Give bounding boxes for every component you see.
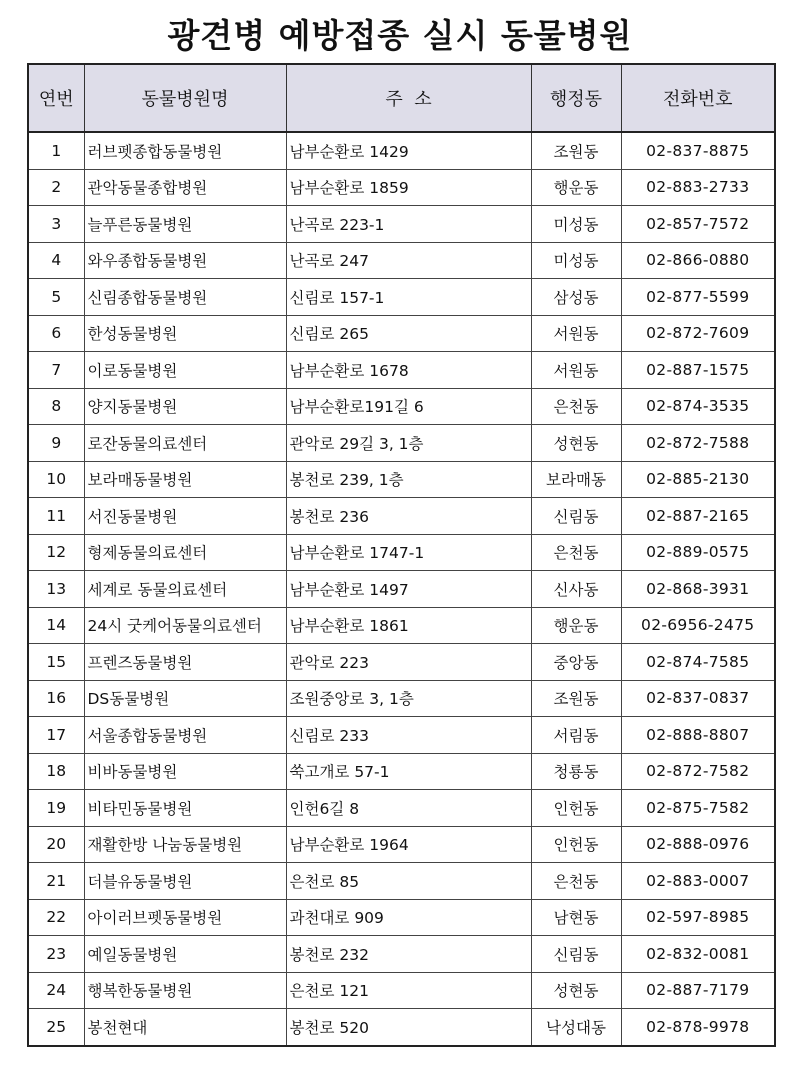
row-number: 24 — [28, 972, 84, 1009]
row-number: 3 — [28, 206, 84, 243]
hospital-name: 관악동물종합병원 — [84, 169, 286, 206]
phone-number: 02-6956-2475 — [621, 607, 775, 644]
table-row — [28, 425, 775, 462]
administrative-dong: 서원동 — [531, 352, 621, 389]
hospital-name: DS동물병원 — [84, 680, 286, 717]
hospital-name: 러브펫종합동물병원 — [84, 132, 286, 169]
administrative-dong: 신림동 — [531, 498, 621, 535]
table-row — [28, 388, 775, 425]
administrative-dong: 은천동 — [531, 388, 621, 425]
table-row — [28, 206, 775, 243]
hospital-address: 은천로 85 — [286, 863, 531, 900]
phone-number: 02-883-2733 — [621, 169, 775, 206]
row-number: 18 — [28, 753, 84, 790]
header-address: 주 소 — [286, 64, 531, 132]
table-row — [28, 169, 775, 206]
hospital-address: 인헌6길 8 — [286, 790, 531, 827]
hospital-address: 남부순환로 1747-1 — [286, 534, 531, 571]
hospital-name: 와우종합동물병원 — [84, 242, 286, 279]
row-number: 13 — [28, 571, 84, 608]
header-phone: 전화번호 — [621, 64, 775, 132]
hospital-address: 봉천로 520 — [286, 1009, 531, 1046]
phone-number: 02-885-2130 — [621, 461, 775, 498]
row-number: 15 — [28, 644, 84, 681]
hospital-address: 쑥고개로 57-1 — [286, 753, 531, 790]
row-number: 21 — [28, 863, 84, 900]
table-row — [28, 644, 775, 681]
phone-number: 02-887-2165 — [621, 498, 775, 535]
hospital-address: 신림로 157-1 — [286, 279, 531, 316]
hospital-address: 은천로 121 — [286, 972, 531, 1009]
hospital-address: 난곡로 247 — [286, 242, 531, 279]
hospital-address: 봉천로 232 — [286, 936, 531, 973]
hospital-name: 양지동물병원 — [84, 388, 286, 425]
phone-number: 02-887-7179 — [621, 972, 775, 1009]
table-row — [28, 279, 775, 316]
administrative-dong: 은천동 — [531, 863, 621, 900]
hospital-name: 형제동물의료센터 — [84, 534, 286, 571]
administrative-dong: 신사동 — [531, 571, 621, 608]
administrative-dong: 낙성대동 — [531, 1009, 621, 1046]
table-row — [28, 790, 775, 827]
hospital-name: 24시 굿케어동물의료센터 — [84, 607, 286, 644]
administrative-dong: 서림동 — [531, 717, 621, 754]
administrative-dong: 성현동 — [531, 972, 621, 1009]
hospital-name: 서진동물병원 — [84, 498, 286, 535]
hospital-table-container — [27, 63, 774, 1047]
phone-number: 02-868-3931 — [621, 571, 775, 608]
table-row — [28, 352, 775, 389]
table-row — [28, 972, 775, 1009]
row-number: 22 — [28, 899, 84, 936]
hospital-name: 봉천현대 — [84, 1009, 286, 1046]
phone-number: 02-872-7582 — [621, 753, 775, 790]
phone-number: 02-874-3535 — [621, 388, 775, 425]
hospital-table — [27, 63, 776, 1047]
administrative-dong: 행운동 — [531, 607, 621, 644]
hospital-name: 늘푸른동물병원 — [84, 206, 286, 243]
administrative-dong: 은천동 — [531, 534, 621, 571]
hospital-address: 관악로 223 — [286, 644, 531, 681]
table-row — [28, 680, 775, 717]
hospital-name: 재활한방 나눔동물병원 — [84, 826, 286, 863]
hospital-address: 남부순환로 1859 — [286, 169, 531, 206]
administrative-dong: 행운동 — [531, 169, 621, 206]
row-number: 16 — [28, 680, 84, 717]
hospital-name: 아이러브펫동물병원 — [84, 899, 286, 936]
table-row — [28, 863, 775, 900]
administrative-dong: 미성동 — [531, 206, 621, 243]
hospital-address: 남부순환로191길 6 — [286, 388, 531, 425]
header-name: 동물병원명 — [84, 64, 286, 132]
hospital-name: 비바동물병원 — [84, 753, 286, 790]
row-number: 25 — [28, 1009, 84, 1046]
administrative-dong: 청룡동 — [531, 753, 621, 790]
phone-number: 02-874-7585 — [621, 644, 775, 681]
table-row — [28, 498, 775, 535]
hospital-name: 비타민동물병원 — [84, 790, 286, 827]
phone-number: 02-888-0976 — [621, 826, 775, 863]
administrative-dong: 삼성동 — [531, 279, 621, 316]
administrative-dong: 서원동 — [531, 315, 621, 352]
phone-number: 02-887-1575 — [621, 352, 775, 389]
row-number: 2 — [28, 169, 84, 206]
administrative-dong: 남현동 — [531, 899, 621, 936]
phone-number: 02-857-7572 — [621, 206, 775, 243]
administrative-dong: 조원동 — [531, 680, 621, 717]
table-row — [28, 1009, 775, 1046]
table-row — [28, 242, 775, 279]
hospital-address: 신림로 233 — [286, 717, 531, 754]
phone-number: 02-832-0081 — [621, 936, 775, 973]
row-number: 1 — [28, 132, 84, 169]
table-body — [28, 132, 775, 1046]
phone-number: 02-877-5599 — [621, 279, 775, 316]
hospital-address: 남부순환로 1429 — [286, 132, 531, 169]
hospital-address: 봉천로 239, 1층 — [286, 461, 531, 498]
header-dong: 행정동 — [531, 64, 621, 132]
row-number: 5 — [28, 279, 84, 316]
administrative-dong: 인헌동 — [531, 790, 621, 827]
hospital-address: 남부순환로 1861 — [286, 607, 531, 644]
administrative-dong: 인헌동 — [531, 826, 621, 863]
hospital-address: 신림로 265 — [286, 315, 531, 352]
administrative-dong: 신림동 — [531, 936, 621, 973]
row-number: 10 — [28, 461, 84, 498]
phone-number: 02-837-8875 — [621, 132, 775, 169]
row-number: 23 — [28, 936, 84, 973]
phone-number: 02-837-0837 — [621, 680, 775, 717]
hospital-address: 난곡로 223-1 — [286, 206, 531, 243]
table-row — [28, 571, 775, 608]
table-row — [28, 132, 775, 169]
phone-number: 02-878-9978 — [621, 1009, 775, 1046]
row-number: 20 — [28, 826, 84, 863]
hospital-name: 보라매동물병원 — [84, 461, 286, 498]
administrative-dong: 보라매동 — [531, 461, 621, 498]
table-row — [28, 607, 775, 644]
table-row — [28, 717, 775, 754]
row-number: 4 — [28, 242, 84, 279]
hospital-name: 세계로 동물의료센터 — [84, 571, 286, 608]
row-number: 7 — [28, 352, 84, 389]
table-row — [28, 461, 775, 498]
hospital-name: 더블유동물병원 — [84, 863, 286, 900]
hospital-name: 행복한동물병원 — [84, 972, 286, 1009]
table-header — [28, 64, 775, 132]
row-number: 6 — [28, 315, 84, 352]
hospital-name: 이로동물병원 — [84, 352, 286, 389]
row-number: 12 — [28, 534, 84, 571]
table-row — [28, 315, 775, 352]
hospital-name: 신림종합동물병원 — [84, 279, 286, 316]
row-number: 19 — [28, 790, 84, 827]
hospital-address: 남부순환로 1964 — [286, 826, 531, 863]
hospital-address: 과천대로 909 — [286, 899, 531, 936]
administrative-dong: 조원동 — [531, 132, 621, 169]
row-number: 17 — [28, 717, 84, 754]
row-number: 11 — [28, 498, 84, 535]
hospital-address: 남부순환로 1497 — [286, 571, 531, 608]
hospital-name: 서울종합동물병원 — [84, 717, 286, 754]
table-row — [28, 534, 775, 571]
table-row — [28, 753, 775, 790]
phone-number: 02-872-7609 — [621, 315, 775, 352]
administrative-dong: 중앙동 — [531, 644, 621, 681]
phone-number: 02-875-7582 — [621, 790, 775, 827]
hospital-name: 예일동물병원 — [84, 936, 286, 973]
hospital-name: 프렌즈동물병원 — [84, 644, 286, 681]
table-row — [28, 936, 775, 973]
row-number: 8 — [28, 388, 84, 425]
row-number: 14 — [28, 607, 84, 644]
administrative-dong: 성현동 — [531, 425, 621, 462]
hospital-address: 남부순환로 1678 — [286, 352, 531, 389]
phone-number: 02-883-0007 — [621, 863, 775, 900]
phone-number: 02-597-8985 — [621, 899, 775, 936]
administrative-dong: 미성동 — [531, 242, 621, 279]
phone-number: 02-889-0575 — [621, 534, 775, 571]
hospital-address: 조원중앙로 3, 1층 — [286, 680, 531, 717]
header-row — [28, 64, 775, 132]
table-row — [28, 826, 775, 863]
table-row — [28, 899, 775, 936]
hospital-name: 한성동물병원 — [84, 315, 286, 352]
header-no: 연번 — [28, 64, 84, 132]
phone-number: 02-866-0880 — [621, 242, 775, 279]
hospital-name: 로잔동물의료센터 — [84, 425, 286, 462]
row-number: 9 — [28, 425, 84, 462]
hospital-address: 봉천로 236 — [286, 498, 531, 535]
hospital-address: 관악로 29길 3, 1층 — [286, 425, 531, 462]
page-title: 광견병 예방접종 실시 동물병원 — [167, 16, 633, 55]
phone-number: 02-872-7588 — [621, 425, 775, 462]
phone-number: 02-888-8807 — [621, 717, 775, 754]
